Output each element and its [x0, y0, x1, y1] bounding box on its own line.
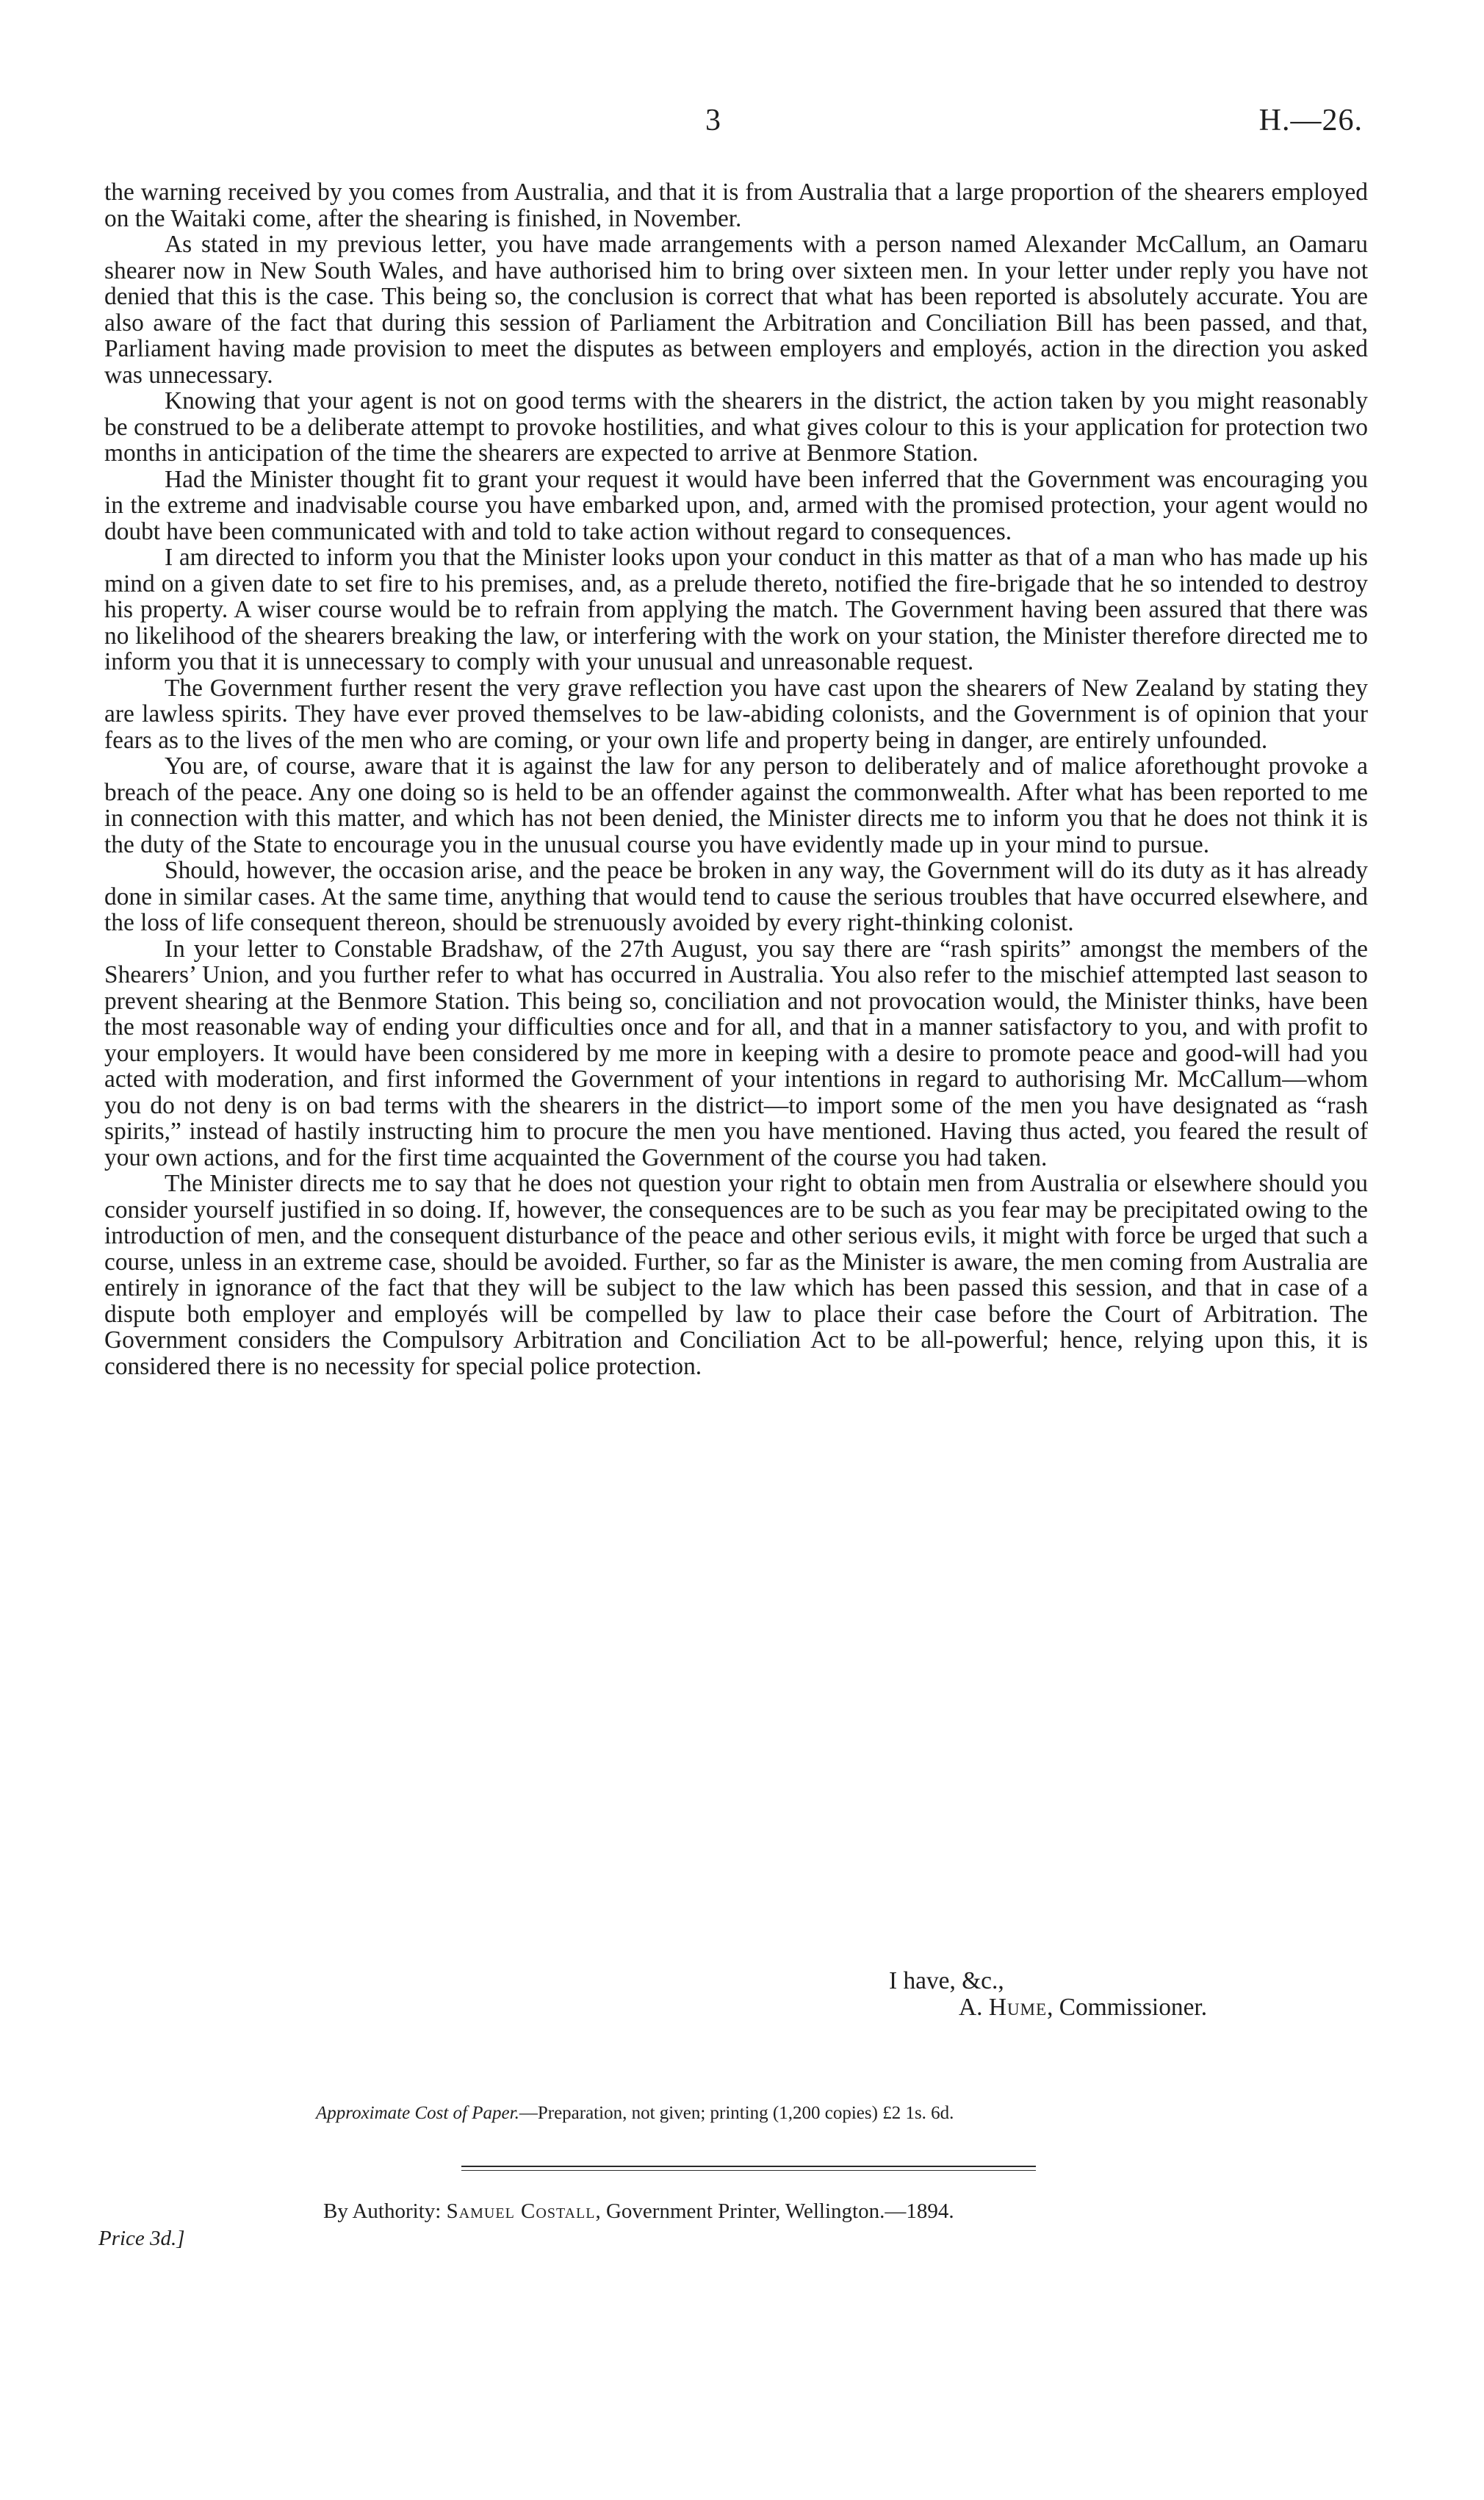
signatory-name: Hume — [988, 1994, 1048, 2021]
divider-rule — [461, 2166, 1036, 2167]
signatory-initial: A. — [959, 1994, 983, 2021]
signature-line — [104, 1994, 1207, 2021]
page-number: 3 — [705, 104, 721, 137]
paragraph: The Government further resent the very grave reflection you have cast upon the shearers of New Zealand by stating they are lawless spirits. They have ever proved themselves to be law-abiding colonists, and the Government is of opinion that your fears as to the lives of the men who are coming, or your own life and property being in danger, are entirely unfounded. — [104, 674, 1368, 754]
divider-rule — [461, 2170, 1036, 2171]
printer-name: Samuel Costall — [446, 2199, 596, 2223]
paragraph: As stated in my previous letter, you have made arrangements with a person named Alexander McCallum, an Oamaru shearer now in New South Wales, and have authorised him to bring over sixteen men. In your letter under reply you have not denied that this is the case. This being so, the conclusion is correct that what has been reported is absolutely accurate. You are also aware of the fact that during this session of Parliament the Arbitration and Conciliation Bill has been passed, and that, Parliament having made provision to meet the disputes as between employers and employés, action in the direction you asked was unnecessary. — [104, 231, 1368, 389]
paragraph: Knowing that your agent is not on good terms with the shearers in the district, the action taken by you might reasonably be construed to be a deliberate attempt to provoke hostilities, and what gives colour to this is your application for protection two months in anticipation of the time the shearers are expected to arrive at Benmore Station. — [104, 387, 1368, 467]
paragraph: In your letter to Constable Bradshaw, of the 27th August, you say there are “rash spirits” amongst the members of the Shearers’ Union, and you further refer to what has occurred in Australia. You also refer to the mischief attempted last season to prevent shearing at the Benmore Station. This being so, conciliation and not provocation would, the Minister thinks, have been the most reasonable way of ending your difficulties once and for all, and that in a manner satisfactory to you, and with profit to your employers. It would have been considered by me more in keeping with a desire to promote peace and good-will had you acted with moderation, and first informed the Government of your intentions in regard to authorising Mr. McCallum—whom you do not deny is on bad terms with the shearers in the district—to import some of the men you have designated as “rash spirits,” instead of hastily instructing him to procure the men you have mentioned. Having thus acted, you feared the result of your own actions, and for the first time acquainted the Government of the course you had taken. — [104, 935, 1368, 1171]
imprint-prefix: By Authority: — [323, 2199, 447, 2223]
paragraph: the warning received by you comes from Australia, and that it is from Australia that a large proportion of the shearers employed on the Waitaki come, after the shearing is finished, in November. — [104, 179, 1368, 232]
closing-salutation: I have, &c., — [889, 1967, 1004, 1994]
cost-note-text: —Preparation, not given; printing (1,200 copies) £2 1s. 6d. — [519, 2103, 954, 2123]
imprint-suffix: , Government Printer, Wellington.—1894. — [595, 2199, 954, 2223]
document-reference: H.—26. — [1258, 104, 1363, 137]
paragraph: I am directed to inform you that the Minister looks upon your conduct in this matter as that of a man who has made up his mind on a given date to set fire to his premises, and, as a prelude thereto, notified the fire-brigade that he so intended to destroy his property. A wiser course would be to refrain from applying the match. The Government having been assured that there was no likelihood of the shearers breaking the law, or interfering with the work on your station, the Minister therefore directed me to inform you that it is unnecessary to comply with your unusual and unreasonable request. — [104, 544, 1368, 675]
paragraph: Should, however, the occasion arise, and the peace be broken in any way, the Government will do its duty as it has already done in similar cases. At the same time, anything that would tend to cause the serious troubles that have occurred elsewhere, and the loss of life consequent thereon, should be strenuously avoided by every right-thinking colonist. — [104, 857, 1368, 936]
printer-imprint — [323, 2199, 954, 2224]
signatory-title: , Commissioner. — [1047, 1994, 1208, 2021]
page-header — [0, 103, 1484, 147]
price-label: Price 3d.] — [98, 2227, 185, 2250]
cost-of-paper-note — [316, 2103, 954, 2124]
paragraph: Had the Minister thought fit to grant your request it would have been inferred that the Government was encouraging you in the extreme and inadvisable course you have embarked upon, and, armed with the promised protection, your agent would no doubt have been communicated with and told to take action without regard to consequences. — [104, 465, 1368, 545]
paragraph: The Minister directs me to say that he does not question your right to obtain men from Australia or elsewhere should you consider yourself justified in so doing. If, however, the consequences are to be such as you fear may be precipitated owing to the introduction of men, and the consequent disturbance of the peace and other serious evils, it might with force be urged that such a course, unless in an extreme case, should be avoided. Further, so far as the Minister is aware, the men coming from Australia are entirely in ignorance of the fact that they will be subject to the law which has been passed this session, and that in case of a dispute both employer and employés will be compelled by law to place their case before the Court of Arbitration. The Government considers the Compulsory Arbitration and Conciliation Act to be all-powerful; hence, relying upon this, it is considered there is no necessity for special police protection. — [104, 1170, 1368, 1380]
letter-body — [104, 179, 1368, 1379]
cost-note-label: Approximate Cost of Paper. — [316, 2103, 519, 2123]
paragraph: You are, of course, aware that it is against the law for any person to deliberately and of malice aforethought provoke a breach of the peace. Any one doing so is held to be an offender against the commonwealth. After what has been reported to me in connection with this matter, and which has not been denied, the Minister directs me to inform you that he does not think it is the duty of the State to encourage you in the unusual course you have evidently made up in your mind to pursue. — [104, 752, 1368, 858]
